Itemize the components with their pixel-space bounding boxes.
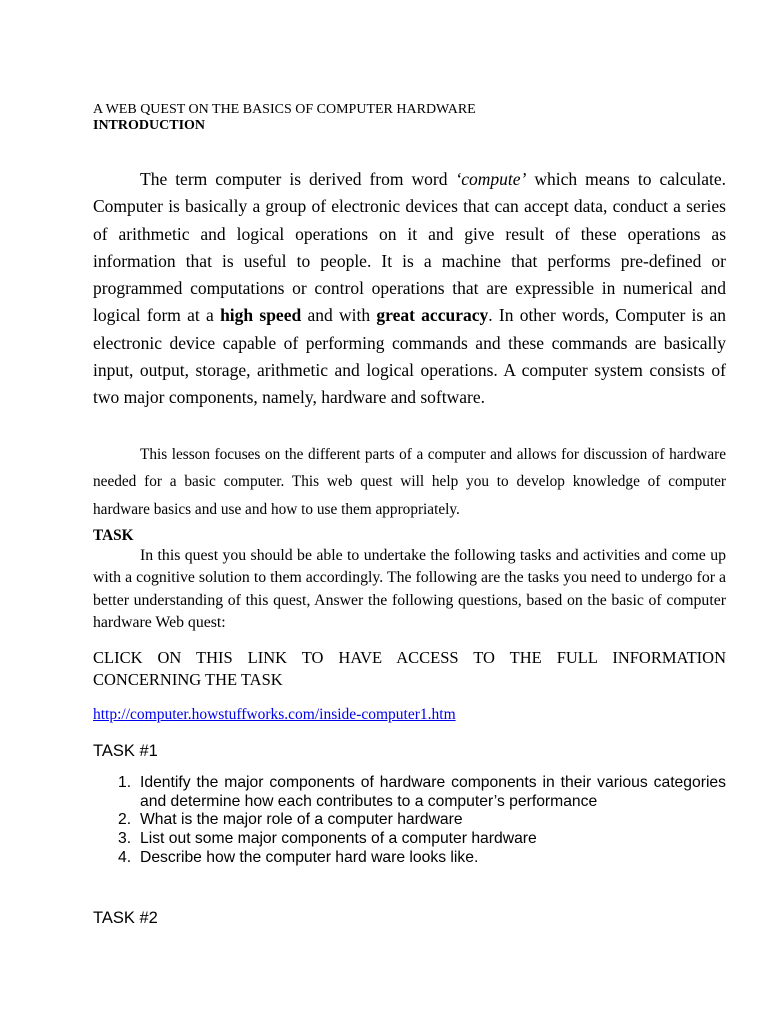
list-item-text: List out some major components of a computer hardware (140, 830, 537, 848)
intro-bold-great-accuracy: great accuracy (376, 305, 489, 326)
list-item-text: Identify the major components of hardware components in their various categories and determine how each contributes to a computer’s performance (140, 774, 726, 810)
list-item-number: 1. (118, 774, 132, 791)
list-item-text: Describe how the computer hard ware looks like. (140, 848, 479, 866)
list-item-number: 3. (118, 830, 132, 848)
intro-bold-high-speed: high speed (220, 305, 302, 326)
list-item-number: 2. (118, 811, 132, 829)
task-paragraph (93, 545, 726, 634)
task-2-label: TASK #2 (93, 909, 158, 927)
intro-paragraph (93, 166, 726, 412)
click-instruction: CLICK ON THIS LINK TO HAVE ACCESS TO THE FULL INFORMATION CONCERNING THE TASK (93, 648, 726, 689)
list-item (118, 774, 726, 811)
document-title: A WEB QUEST ON THE BASICS OF COMPUTER HARDWARE (93, 102, 476, 117)
howstuffworks-link[interactable]: http://computer.howstuffworks.com/inside-computer1.htm (93, 706, 456, 723)
list-item (118, 830, 726, 849)
intro-text-2: which means to calculate. Computer is basically a group of electronic devices that can accept data, conduct a series of arithmetic and logical operations on it and give result of these operations as information that is useful to people. It is a machine that performs pre-defined or programmed computations or control operations that are expressible in numerical and logical form at a (93, 169, 726, 326)
list-item (118, 811, 726, 830)
list-item-number: 4. (118, 848, 132, 866)
task-text: In this quest you should be able to undertake the following tasks and activities and come up with a cognitive solution to them accordingly. The following are the tasks you need to undergo for a better understanding of this quest, Answer the following questions, based on the basic of computer hardware Web quest: (93, 547, 726, 631)
list-item (118, 848, 726, 868)
lesson-paragraph (93, 441, 726, 523)
section-heading-task: TASK (93, 527, 134, 544)
section-heading-introduction: INTRODUCTION (93, 118, 206, 133)
intro-text-3: and with (301, 305, 377, 326)
list-item-text: What is the major role of a computer hardware (140, 811, 463, 829)
intro-emphasis: ‘compute’ (455, 169, 527, 189)
lesson-text: This lesson focuses on the different parts of a computer and allows for discussion of hardware needed for a basic computer. This web quest will help you to develop knowledge of computer hardware basics and use and how to use them appropriately. (93, 446, 726, 518)
task-1-list (118, 774, 726, 868)
intro-text-1: The term computer is derived from word (140, 169, 456, 189)
intro-text-4: . In other words, Computer is an electronic device capable of performing commands and these commands are basically input, output, storage, arithmetic and logical operations. A computer system consists of two major components, namely, hardware and software. (93, 305, 727, 408)
task-1-label: TASK #1 (93, 742, 158, 760)
